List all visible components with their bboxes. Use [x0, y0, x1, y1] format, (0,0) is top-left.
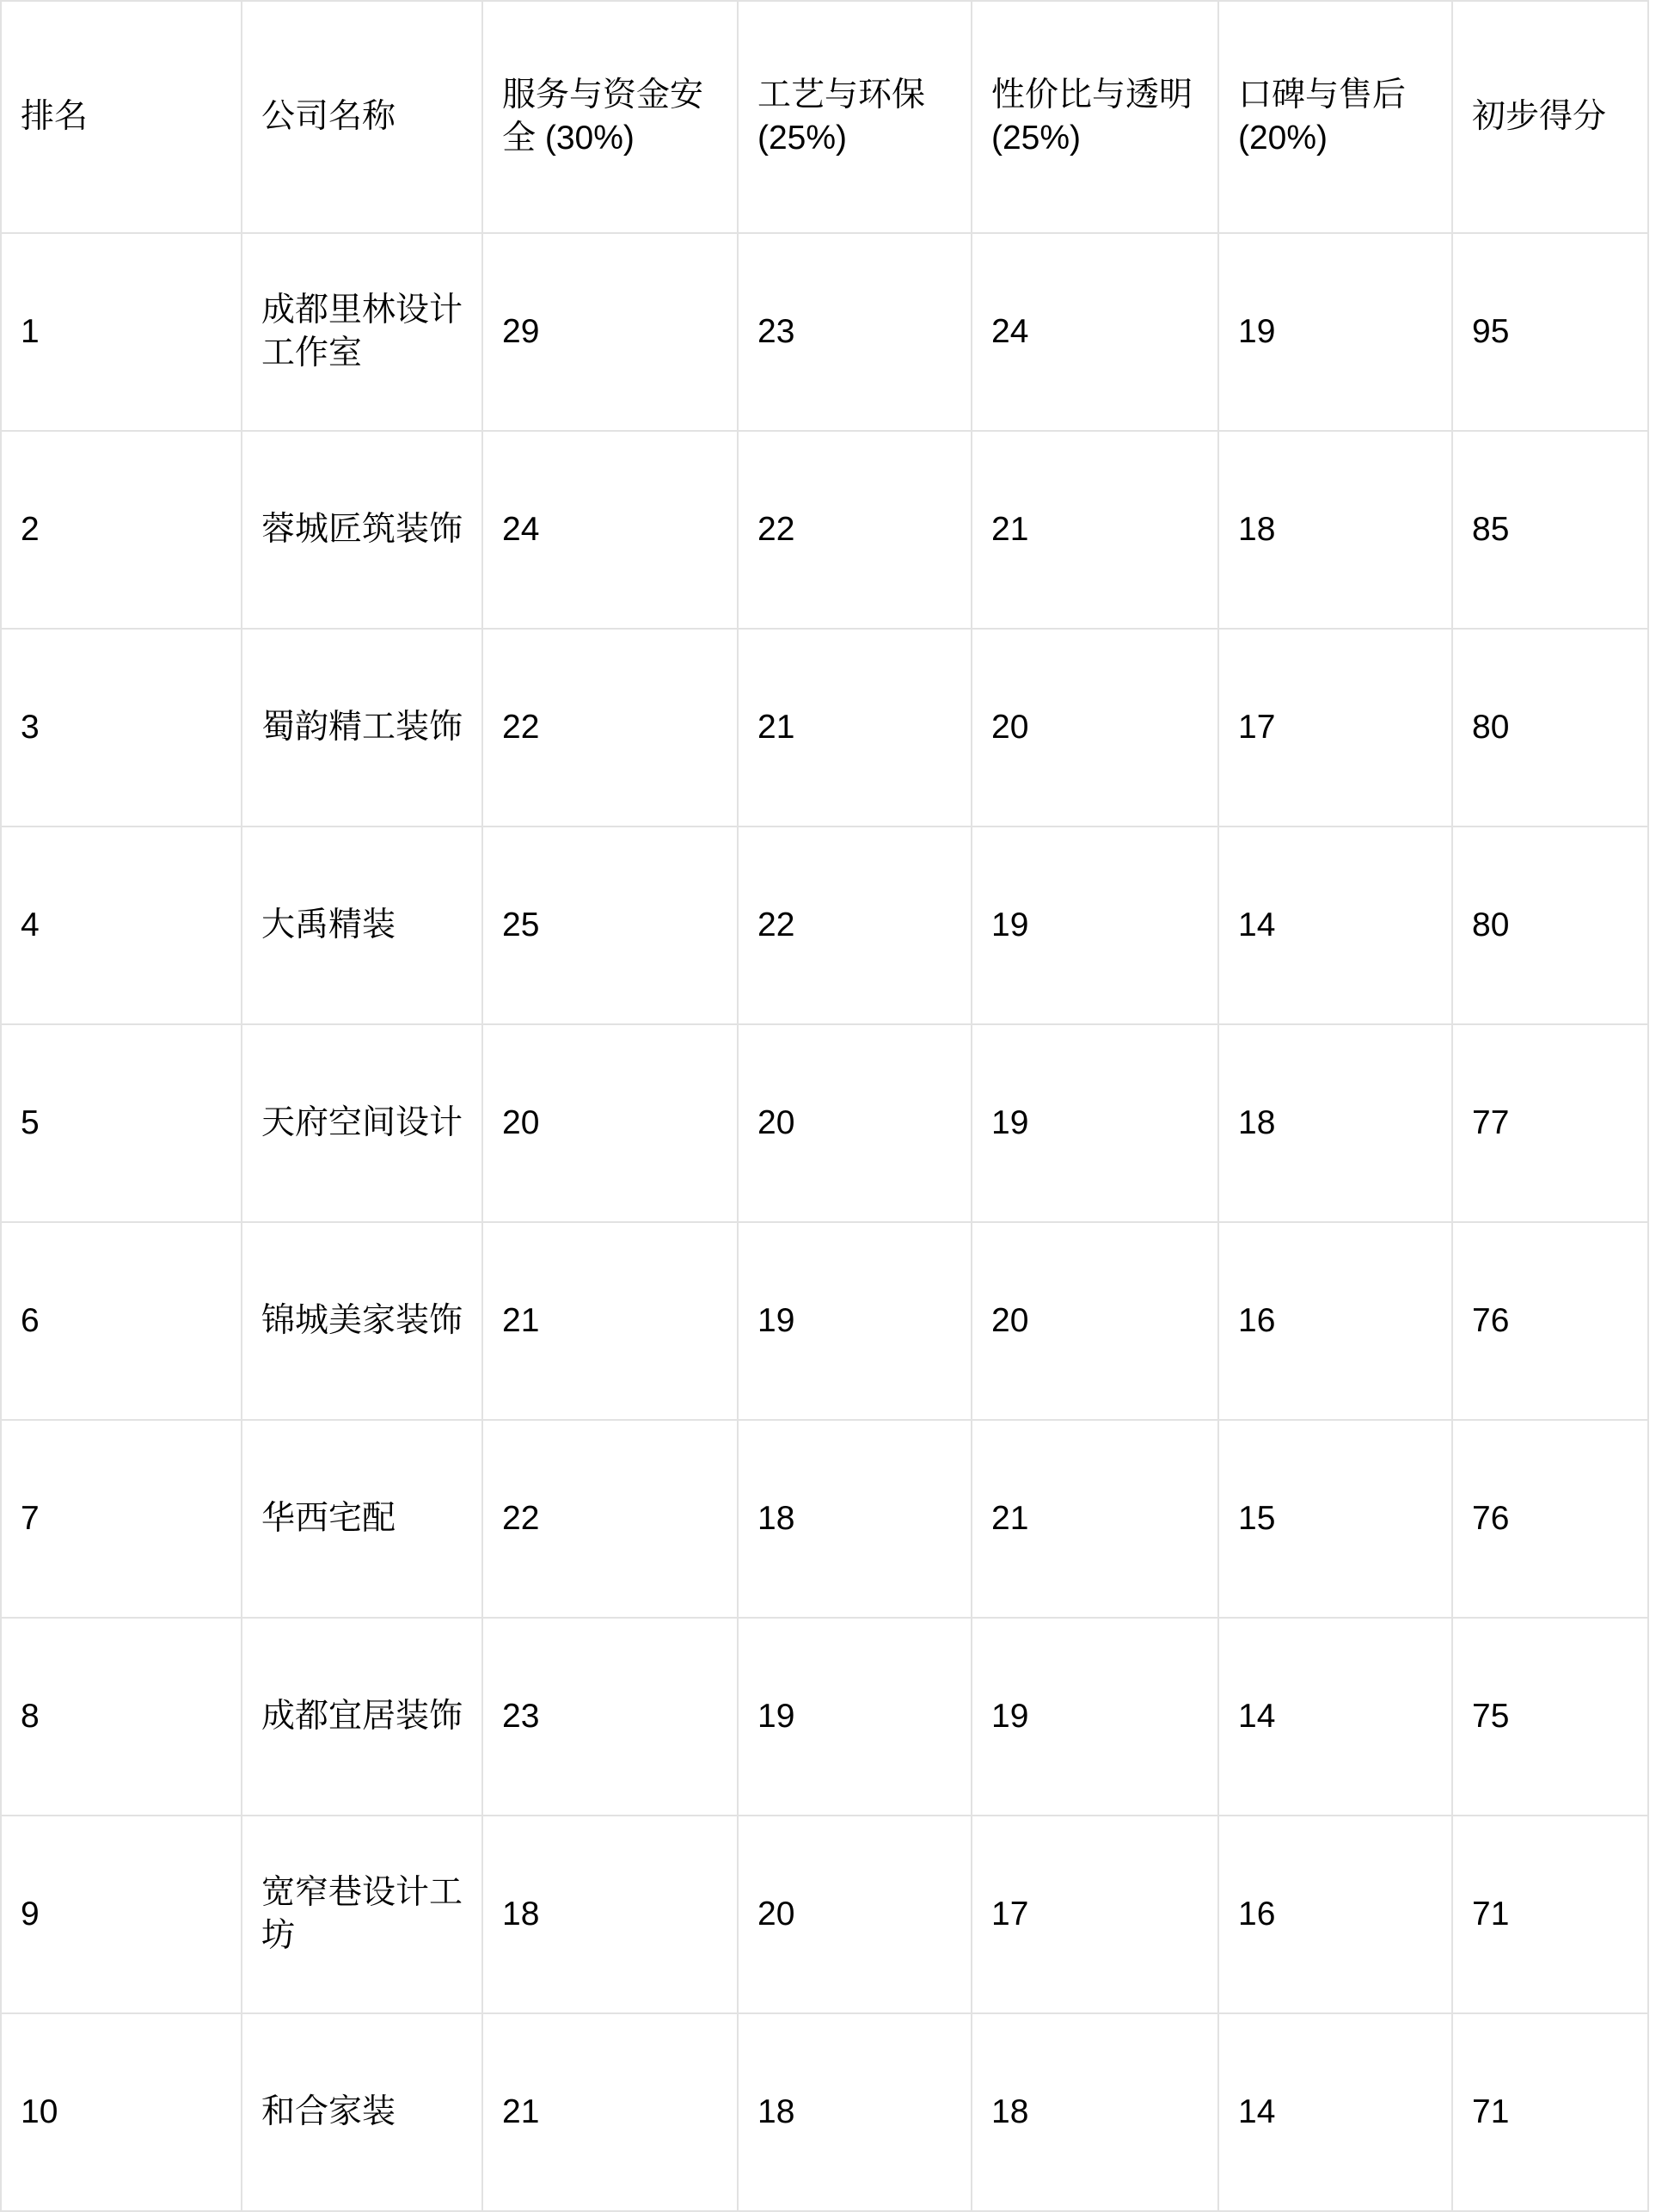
cell-value-transparency: 19 [972, 1618, 1218, 1816]
cell-value-transparency: 18 [972, 2013, 1218, 2211]
cell-company: 天府空间设计 [242, 1024, 482, 1222]
column-header-company: 公司名称 [242, 1, 482, 233]
cell-value-transparency: 19 [972, 1024, 1218, 1222]
column-header-rank: 排名 [1, 1, 242, 233]
cell-reputation-aftersales: 15 [1218, 1420, 1452, 1618]
column-header-reputation-aftersales: 口碑与售后 (20%) [1218, 1, 1452, 233]
cell-reputation-aftersales: 14 [1218, 2013, 1452, 2211]
table-header-row [1, 1, 1648, 233]
cell-value-transparency: 17 [972, 1816, 1218, 2013]
cell-craft-environment: 18 [738, 1420, 972, 1618]
cell-craft-environment: 22 [738, 826, 972, 1024]
cell-service-fund-safety: 29 [482, 233, 738, 431]
cell-total-score: 71 [1452, 2013, 1648, 2211]
table-row [1, 431, 1648, 629]
cell-rank: 2 [1, 431, 242, 629]
cell-value-transparency: 20 [972, 629, 1218, 826]
cell-reputation-aftersales: 16 [1218, 1222, 1452, 1420]
cell-value-transparency: 19 [972, 826, 1218, 1024]
table-row [1, 1816, 1648, 2013]
column-header-value-transparency: 性价比与透明 (25%) [972, 1, 1218, 233]
table-body [1, 233, 1648, 2211]
cell-rank: 4 [1, 826, 242, 1024]
cell-rank: 10 [1, 2013, 242, 2211]
cell-service-fund-safety: 21 [482, 2013, 738, 2211]
cell-company: 成都宜居装饰 [242, 1618, 482, 1816]
cell-craft-environment: 21 [738, 629, 972, 826]
table-row [1, 826, 1648, 1024]
cell-company: 大禹精装 [242, 826, 482, 1024]
cell-company: 和合家装 [242, 2013, 482, 2211]
cell-service-fund-safety: 22 [482, 1420, 738, 1618]
table-header [1, 1, 1648, 233]
table-row [1, 1618, 1648, 1816]
cell-company: 宽窄巷设计工坊 [242, 1816, 482, 2013]
cell-total-score: 75 [1452, 1618, 1648, 1816]
cell-value-transparency: 24 [972, 233, 1218, 431]
cell-service-fund-safety: 25 [482, 826, 738, 1024]
cell-service-fund-safety: 23 [482, 1618, 738, 1816]
cell-rank: 7 [1, 1420, 242, 1618]
cell-reputation-aftersales: 18 [1218, 431, 1452, 629]
table-row [1, 629, 1648, 826]
cell-company: 成都里林设计工作室 [242, 233, 482, 431]
cell-service-fund-safety: 24 [482, 431, 738, 629]
cell-rank: 6 [1, 1222, 242, 1420]
table-row [1, 1222, 1648, 1420]
column-header-craft-environment: 工艺与环保 (25%) [738, 1, 972, 233]
cell-reputation-aftersales: 16 [1218, 1816, 1452, 2013]
cell-rank: 8 [1, 1618, 242, 1816]
cell-reputation-aftersales: 19 [1218, 233, 1452, 431]
cell-value-transparency: 20 [972, 1222, 1218, 1420]
cell-rank: 5 [1, 1024, 242, 1222]
cell-service-fund-safety: 20 [482, 1024, 738, 1222]
cell-total-score: 95 [1452, 233, 1648, 431]
cell-total-score: 71 [1452, 1816, 1648, 2013]
table-row [1, 2013, 1648, 2211]
cell-company: 锦城美家装饰 [242, 1222, 482, 1420]
cell-reputation-aftersales: 14 [1218, 826, 1452, 1024]
cell-craft-environment: 20 [738, 1816, 972, 2013]
cell-total-score: 76 [1452, 1420, 1648, 1618]
cell-total-score: 85 [1452, 431, 1648, 629]
cell-value-transparency: 21 [972, 1420, 1218, 1618]
cell-rank: 1 [1, 233, 242, 431]
column-header-service-fund-safety: 服务与资金安全 (30%) [482, 1, 738, 233]
cell-craft-environment: 20 [738, 1024, 972, 1222]
cell-value-transparency: 21 [972, 431, 1218, 629]
cell-total-score: 76 [1452, 1222, 1648, 1420]
cell-craft-environment: 22 [738, 431, 972, 629]
column-header-preliminary-score: 初步得分 [1452, 1, 1648, 233]
cell-craft-environment: 19 [738, 1222, 972, 1420]
cell-company: 蜀韵精工装饰 [242, 629, 482, 826]
cell-total-score: 80 [1452, 629, 1648, 826]
cell-company: 蓉城匠筑装饰 [242, 431, 482, 629]
cell-reputation-aftersales: 17 [1218, 629, 1452, 826]
cell-service-fund-safety: 18 [482, 1816, 738, 2013]
cell-rank: 3 [1, 629, 242, 826]
table-row [1, 1024, 1648, 1222]
cell-total-score: 80 [1452, 826, 1648, 1024]
cell-craft-environment: 18 [738, 2013, 972, 2211]
cell-craft-environment: 19 [738, 1618, 972, 1816]
cell-reputation-aftersales: 18 [1218, 1024, 1452, 1222]
table-row [1, 233, 1648, 431]
cell-company: 华西宅配 [242, 1420, 482, 1618]
cell-reputation-aftersales: 14 [1218, 1618, 1452, 1816]
cell-craft-environment: 23 [738, 233, 972, 431]
cell-total-score: 77 [1452, 1024, 1648, 1222]
cell-rank: 9 [1, 1816, 242, 2013]
cell-service-fund-safety: 22 [482, 629, 738, 826]
cell-service-fund-safety: 21 [482, 1222, 738, 1420]
table-row [1, 1420, 1648, 1618]
